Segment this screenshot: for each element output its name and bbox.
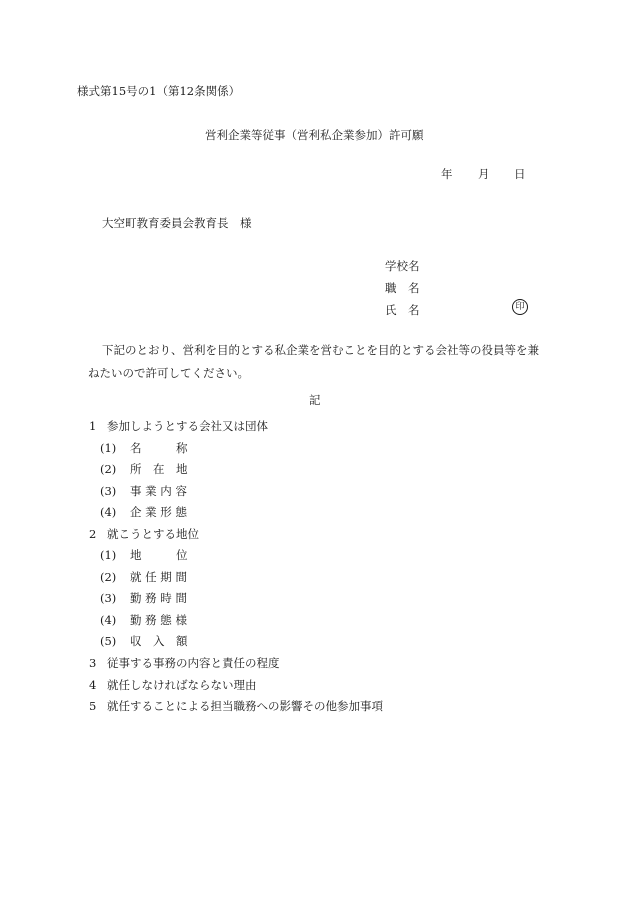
subitem-label: 所 在 地 [130,462,188,476]
subitem-number: (2) [100,570,117,584]
date-day-label: 日 [514,167,526,181]
subitem-label: 名 称 [130,441,188,455]
addressee: 大空町教育委員会教育長 様 [102,216,252,230]
item-label: 就任することによる担当職務への影響その他参加事項 [107,699,383,713]
form-number: 様式第15号の1（第12条関係） [77,84,241,98]
subitem-number: (3) [100,484,117,498]
subitem-number: (4) [100,613,117,627]
item-number: 2 [89,527,97,541]
item-number: 3 [89,656,97,670]
applicant-name-label: 氏 名 [385,303,420,317]
subitem-number: (3) [100,591,117,605]
subitem-label: 勤 務 態 様 [130,613,187,627]
subitem-number: (5) [100,634,117,648]
document-title: 営利企業等従事（営利私企業参加）許可願 [205,128,424,142]
subitem-number: (1) [100,548,117,562]
subitem-label: 事 業 内 容 [130,484,187,498]
subitem-label: 企 業 形 態 [130,505,187,519]
item-label: 就こうとする地位 [107,527,199,541]
date-month-label: 月 [478,167,490,181]
subitem-number: (4) [100,505,117,519]
job-title-label: 職 名 [385,281,420,295]
subitem-label: 勤 務 時 間 [130,591,187,605]
date-year-label: 年 [441,167,453,181]
body-text-line-1: 下記のとおり、営利を目的とする私企業を営むことを目的とする会社等の役員等を兼 [102,343,539,357]
item-label: 参加しようとする会社又は団体 [107,419,268,433]
school-name-label: 学校名 [385,259,420,273]
item-number: 4 [89,678,97,692]
seal-mark: 印 [512,299,528,315]
body-text-line-2: ねたいので許可してください。 [88,366,249,380]
subitem-label: 地 位 [130,548,188,562]
subitem-number: (2) [100,462,117,476]
item-number: 1 [89,419,97,433]
subitem-number: (1) [100,441,117,455]
item-label: 従事する事務の内容と責任の程度 [107,656,280,670]
subitem-label: 収 入 額 [130,634,188,648]
item-number: 5 [89,699,97,713]
item-label: 就任しなければならない理由 [107,678,257,692]
ki-heading: 記 [309,393,321,407]
subitem-label: 就 任 期 間 [130,570,187,584]
